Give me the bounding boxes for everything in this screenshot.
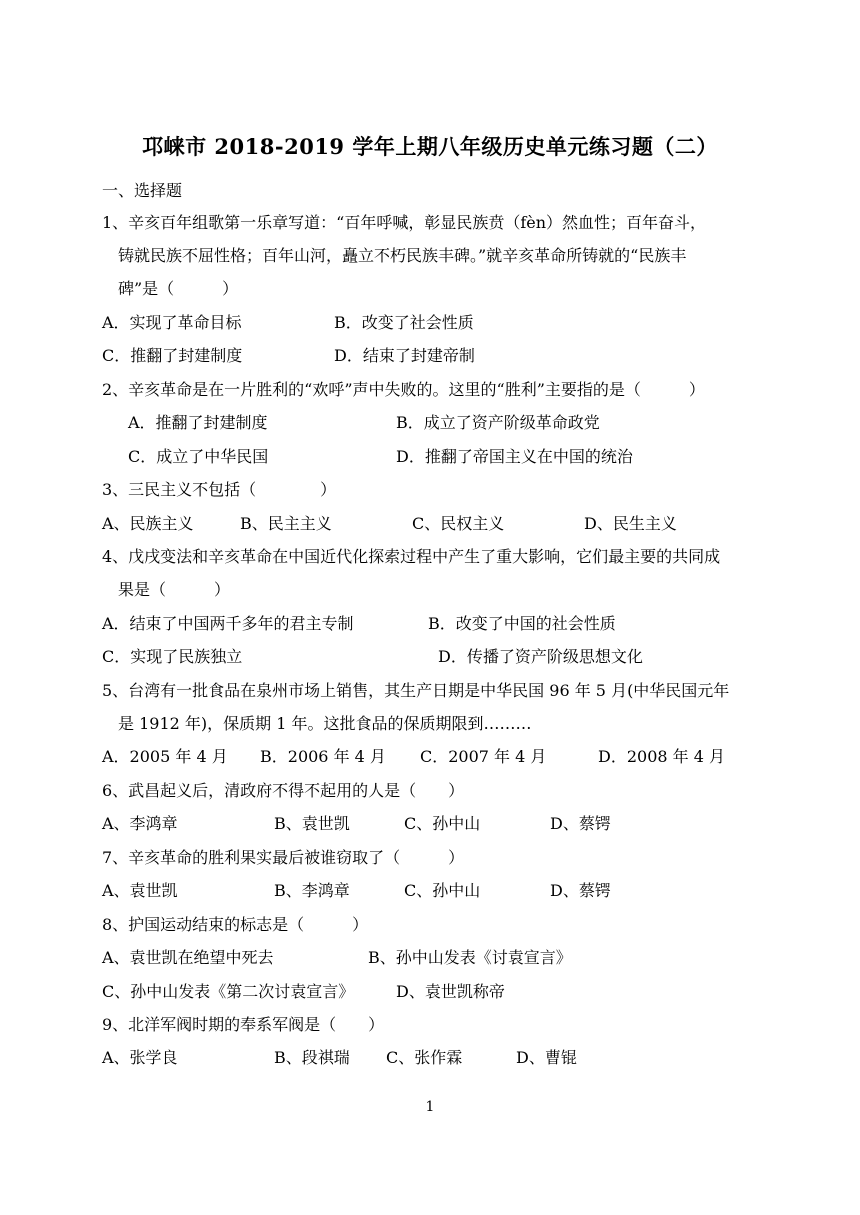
option-c: C．成立了中华民国 [128, 447, 269, 466]
option-b: B、民主主义 [240, 514, 332, 533]
page-number: 1 [425, 1099, 435, 1115]
option-a: A．结束了中国两千多年的君主专制 [102, 614, 354, 633]
option-a: A、袁世凯在绝望中死去 [102, 948, 274, 967]
question-text: 6、武昌起义后，清政府不得不起用的人是（ ） [102, 781, 465, 800]
option-d: D、袁世凯称帝 [396, 982, 505, 1001]
option-c: C、民权主义 [412, 514, 505, 533]
question-text: 碑”是（ ） [118, 279, 239, 298]
option-a: A．推翻了封建制度 [128, 413, 268, 432]
question-text: 铸就民族不屈性格；百年山河，矗立不朽民族丰碑。”就辛亥革命所铸就的“民族丰 [118, 246, 687, 265]
option-b: B、袁世凯 [274, 814, 350, 833]
option-c: C．实现了民族独立 [102, 647, 243, 666]
option-c: C、孙中山发表《第二次讨袁宣言》 [102, 982, 355, 1001]
option-a: A、李鸿章 [102, 814, 178, 833]
option-b: B、孙中山发表《讨袁宣言》 [368, 948, 572, 967]
option-d: D、蔡锷 [550, 814, 611, 833]
option-b: B．2006 年 4 月 [260, 747, 386, 766]
question-text: 2、辛亥革命是在一片胜利的“欢呼”声中失败的。这里的“胜利”主要指的是（ ） [102, 380, 705, 399]
question-text: 4、戊戌变法和辛亥革命在中国近代化探索过程中产生了重大影响，它们最主要的共同成 [102, 547, 721, 566]
option-d: D、曹锟 [516, 1048, 577, 1067]
option-d: D．推翻了帝国主义在中国的统治 [396, 447, 633, 466]
option-d: D、民生主义 [584, 514, 677, 533]
option-b: B、段祺瑞 [274, 1048, 350, 1067]
option-c: C．2007 年 4 月 [420, 747, 547, 766]
option-b: B、李鸿章 [274, 881, 350, 900]
option-a: A、袁世凯 [102, 881, 178, 900]
question-text: 7、辛亥革命的胜利果实最后被谁窃取了（ ） [102, 848, 465, 867]
question-text: 1、辛亥百年组歌第一乐章写道：“百年呼喊，彰显民族贲（fèn）然血性；百年奋斗， [102, 213, 707, 232]
option-c: C．推翻了封建制度 [102, 346, 243, 365]
option-a: A．2005 年 4 月 [102, 747, 228, 766]
question-text: 5、台湾有一批食品在泉州市场上销售，其生产日期是中华民国 96 年 5 月(中华民国元年 [102, 681, 730, 700]
option-d: D、蔡锷 [550, 881, 611, 900]
option-c: C、张作霖 [386, 1048, 463, 1067]
question-text: 9、北洋军阀时期的奉系军阀是（ ） [102, 1015, 385, 1034]
option-d: D．2008 年 4 月 [598, 747, 725, 766]
question-text: 是 1912 年)，保质期 1 年。这批食品的保质期限到……… [118, 714, 532, 733]
page-title: 邛崃市 2018-2019 学年上期八年级历史单元练习题（二） [142, 134, 718, 159]
option-a: A、民族主义 [102, 514, 194, 533]
option-c: C、孙中山 [404, 814, 481, 833]
option-d: D．结束了封建帝制 [334, 346, 475, 365]
option-d: D．传播了资产阶级思想文化 [438, 647, 643, 666]
option-b: B．成立了资产阶级革命政党 [396, 413, 600, 432]
question-text: 果是（ ） [118, 580, 231, 599]
option-b: B．改变了社会性质 [334, 313, 474, 332]
option-a: A．实现了革命目标 [102, 313, 242, 332]
option-c: C、孙中山 [404, 881, 481, 900]
section-heading: 一、选择题 [102, 181, 183, 200]
option-b: B．改变了中国的社会性质 [428, 614, 616, 633]
option-a: A、张学良 [102, 1048, 178, 1067]
question-text: 8、护国运动结束的标志是（ ） [102, 915, 369, 934]
question-text: 3、三民主义不包括（ ） [102, 480, 337, 499]
